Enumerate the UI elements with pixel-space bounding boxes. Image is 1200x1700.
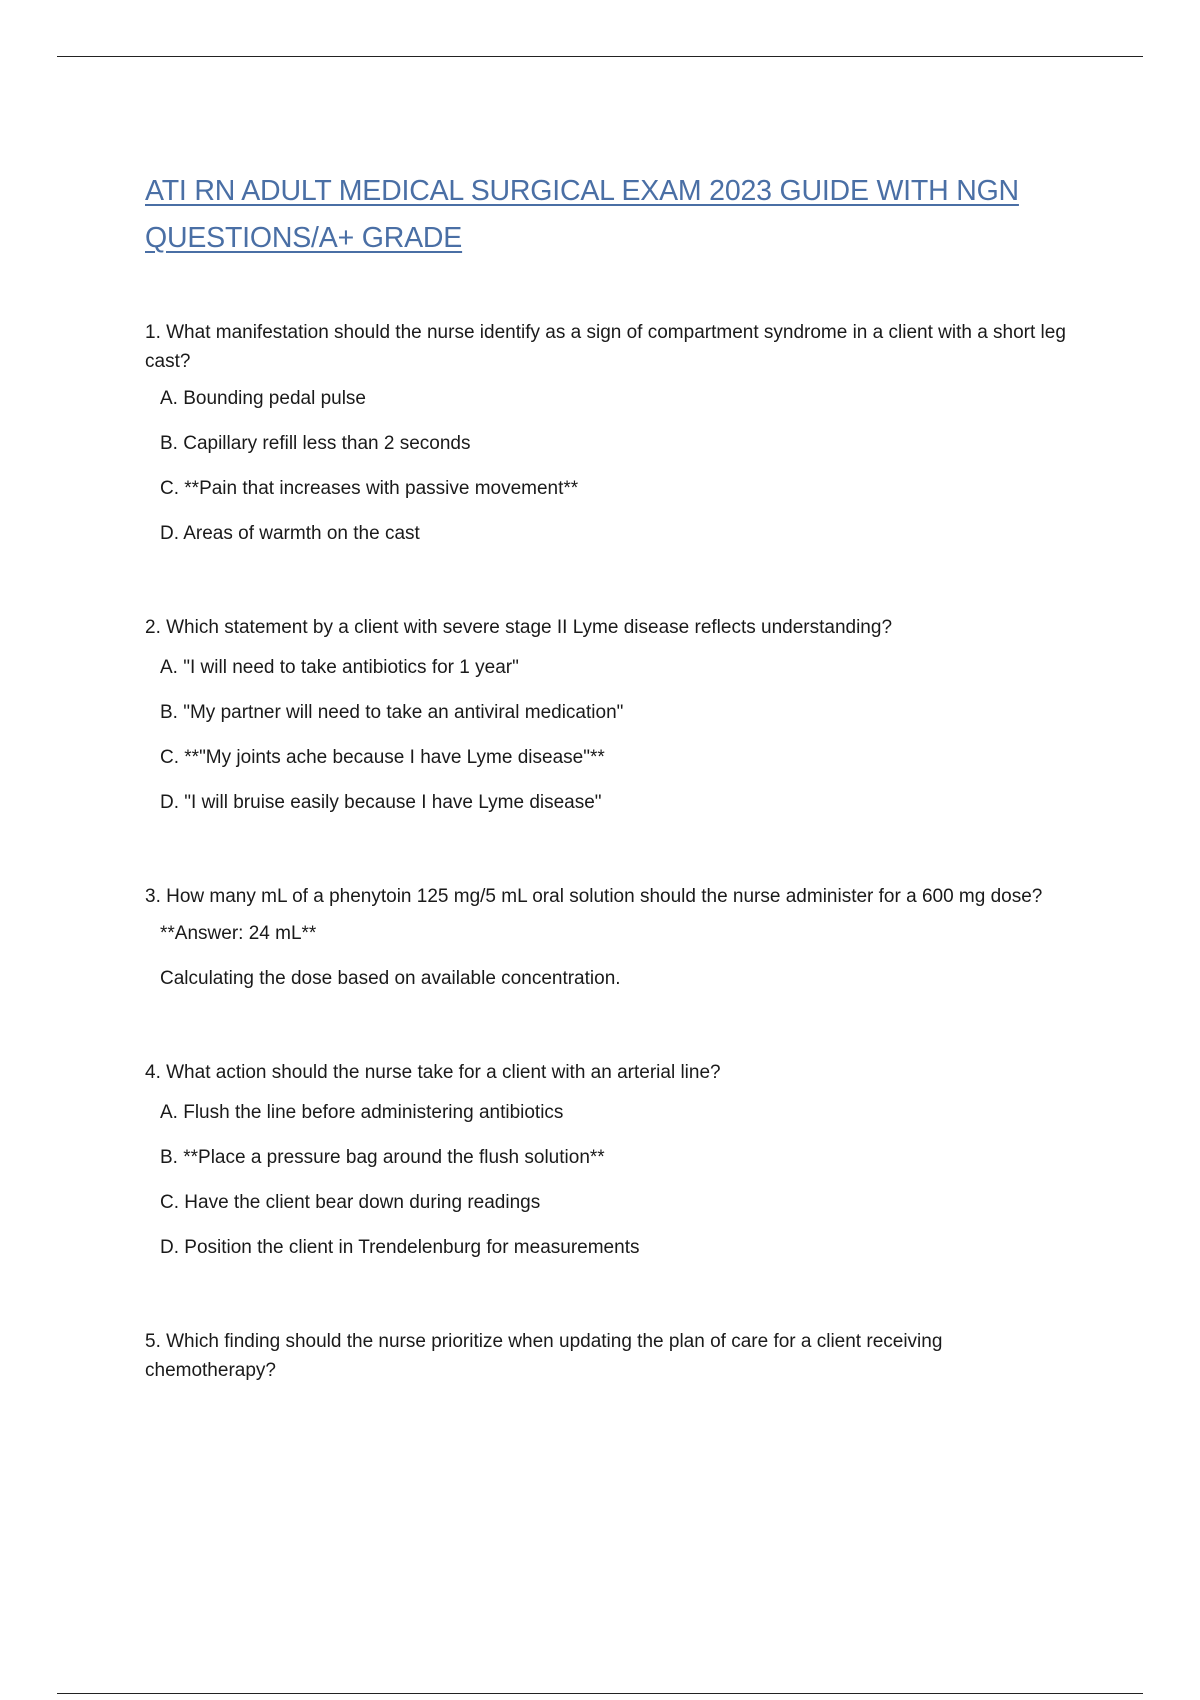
answer-line: **Answer: 24 mL** [160,923,317,944]
option-b: B. Capillary refill less than 2 seconds [160,433,471,454]
question-text: 2. Which statement by a client with severe stage II Lyme disease reflects understanding? [145,617,893,638]
option-c: C. **Pain that increases with passive movement** [160,478,579,499]
option-c: C. **"My joints ache because I have Lyme disease"** [160,747,605,768]
document-title: ATI RN ADULT MEDICAL SURGICAL EXAM 2023 GUIDE WITH NGN QUESTIONS/A+ GRADE [145,175,1019,254]
question-4 [145,1058,1075,1260]
question-2 [145,613,1075,815]
bottom-rule [57,1693,1143,1694]
top-rule [57,56,1143,57]
question-text: 1. What manifestation should the nurse identify as a sign of compartment syndrome in a client with a short leg cast? [145,322,1066,372]
option-a: A. "I will need to take antibiotics for 1 year" [160,657,519,678]
explanation-line: Calculating the dose based on available concentration. [160,968,621,989]
question-text: 3. How many mL of a phenytoin 125 mg/5 mL oral solution should the nurse administer for a 600 mg dose? [145,886,1043,907]
question-3 [145,882,1075,991]
question-5 [145,1327,1075,1385]
option-b: B. **Place a pressure bag around the flush solution** [160,1147,605,1168]
question-text: 5. Which finding should the nurse prioritize when updating the plan of care for a client receiving chemotherapy? [145,1331,943,1381]
option-d: D. Position the client in Trendelenburg for measurements [160,1237,640,1258]
option-d: D. "I will bruise easily because I have Lyme disease" [160,792,602,813]
question-text: 4. What action should the nurse take for a client with an arterial line? [145,1062,721,1083]
option-d: D. Areas of warmth on the cast [160,523,420,544]
option-c: C. Have the client bear down during readings [160,1192,541,1213]
page-content [145,168,1075,1396]
option-a: A. Flush the line before administering antibiotics [160,1102,564,1123]
option-a: A. Bounding pedal pulse [160,388,366,409]
option-b: B. "My partner will need to take an antiviral medication" [160,702,624,723]
question-1 [145,318,1075,546]
